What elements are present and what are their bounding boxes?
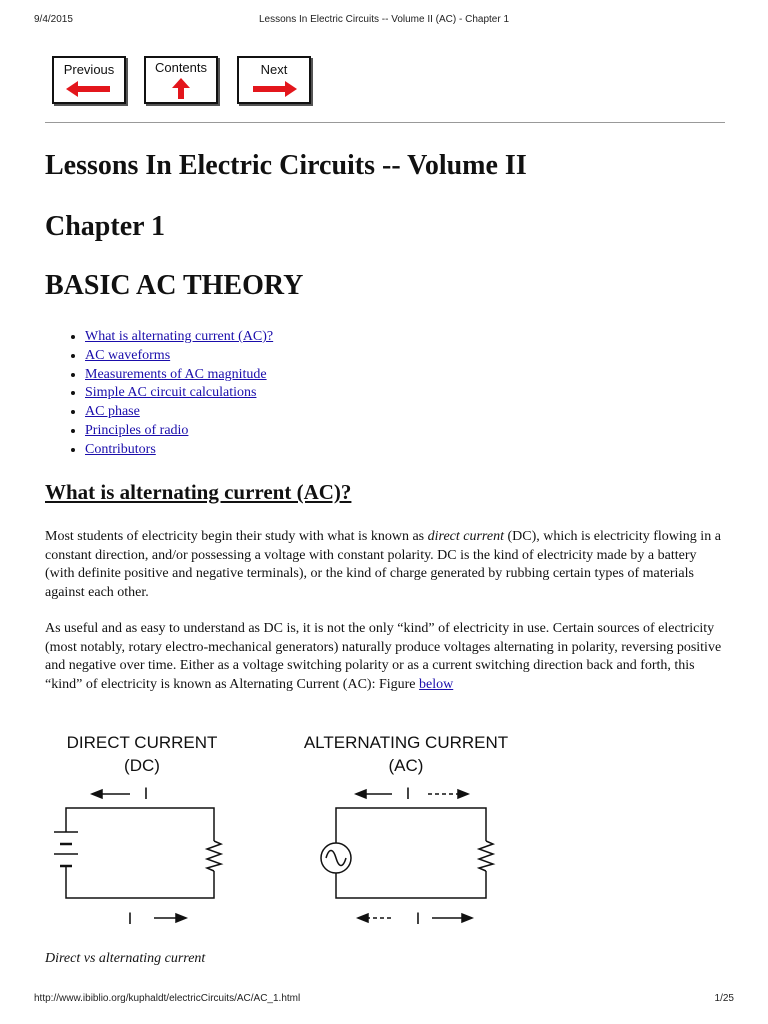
dc-current-arrow-bottom bbox=[154, 914, 186, 922]
toc-item bbox=[85, 366, 273, 385]
table-of-contents bbox=[67, 328, 273, 460]
toc-item bbox=[85, 384, 273, 403]
section-heading: What is alternating current (AC)? bbox=[45, 480, 352, 504]
paragraph-intro-text-2: (DC), which is electricity flowing in a constant direction, and/or possessing a voltage with constant polarity. DC is the kind of electricity made by a battery (with definite positive and negative terminals), or the kind of charge generated by rubbing certain types of materials against each other. bbox=[45, 529, 721, 600]
print-date: 9/4/2015 bbox=[34, 14, 73, 25]
figure-below-link[interactable]: below bbox=[419, 676, 454, 692]
page-number: 1/25 bbox=[714, 993, 734, 1004]
dc-current-label-top: I bbox=[143, 784, 149, 803]
dc-title-line1: DIRECT CURRENT bbox=[66, 733, 218, 752]
next-button[interactable] bbox=[237, 56, 311, 104]
paragraph-ac bbox=[45, 620, 727, 694]
toc-item bbox=[85, 347, 273, 366]
arrow-left-icon bbox=[54, 78, 124, 100]
ac-current-arrow-bottom-right bbox=[432, 914, 472, 922]
print-url: http://www.ibiblio.org/kuphaldt/electricCircuits/AC/AC_1.html bbox=[34, 993, 301, 1004]
dc-circuit bbox=[54, 790, 221, 922]
toc-item bbox=[85, 441, 273, 460]
ac-current-arrow-bottom-left bbox=[358, 914, 392, 922]
toc-link-radio[interactable]: Principles of radio bbox=[85, 422, 189, 438]
arrow-up-icon bbox=[146, 78, 216, 100]
dc-resistor-icon bbox=[207, 841, 221, 871]
dc-current-label-bottom: I bbox=[127, 909, 133, 928]
ac-current-arrow-top-right bbox=[428, 790, 468, 798]
contents-label: Contents bbox=[154, 60, 208, 75]
ac-source-icon bbox=[321, 843, 351, 873]
toc-link-contributors[interactable]: Contributors bbox=[85, 441, 156, 457]
ac-current-label-top: I bbox=[405, 784, 411, 803]
print-title: Lessons In Electric Circuits -- Volume II (AC) - Chapter 1 bbox=[258, 14, 510, 25]
arrow-right-icon bbox=[239, 78, 309, 100]
previous-button[interactable] bbox=[52, 56, 126, 104]
ac-current-arrow-top-left bbox=[356, 790, 392, 798]
ac-circuit bbox=[321, 790, 493, 922]
toc-link-ac-waveforms[interactable]: AC waveforms bbox=[85, 347, 171, 363]
ac-resistor-icon bbox=[479, 841, 493, 871]
toc-item bbox=[85, 403, 273, 422]
paragraph-intro-text: Most students of electricity begin their study with what is known as bbox=[45, 529, 428, 544]
chapter-title: BASIC AC THEORY bbox=[45, 270, 304, 301]
divider bbox=[45, 122, 725, 123]
paragraph-intro-emphasis: direct current bbox=[427, 529, 504, 544]
contents-button[interactable] bbox=[144, 56, 218, 104]
toc-link-ac-magnitude[interactable]: Measurements of AC magnitude bbox=[85, 366, 267, 382]
toc-link-what-is-ac[interactable]: What is alternating current (AC)? bbox=[85, 329, 274, 344]
paragraph-ac-text: As useful and as easy to understand as DC is, it is not the only “kind” of electricity in use. Certain sources of electricity (most notably, rotary electro-mechanical generators) naturally produce voltages alternating in polarity, reversing positive and negative over time. Either as a voltage switching polarity or as a current switching direction back and forth, this “kind” of electricity is known as Alternating Current (AC): Figure bbox=[45, 621, 722, 692]
dc-current-arrow-top bbox=[92, 790, 130, 798]
ac-title-line2: (AC) bbox=[388, 756, 424, 775]
previous-label: Previous bbox=[63, 62, 115, 77]
paragraph-intro bbox=[45, 528, 727, 602]
toc-item bbox=[85, 422, 273, 441]
dc-vs-ac-diagram bbox=[30, 728, 540, 938]
volume-heading: Lessons In Electric Circuits -- Volume II bbox=[45, 150, 527, 181]
figure-caption: Direct vs alternating current bbox=[45, 951, 206, 966]
chapter-heading: Chapter 1 bbox=[45, 211, 166, 242]
toc-link-ac-phase[interactable]: AC phase bbox=[85, 404, 140, 420]
dc-title-line2: (DC) bbox=[124, 756, 160, 775]
ac-title-line1: ALTERNATING CURRENT bbox=[303, 733, 509, 752]
pdf-header bbox=[0, 14, 768, 30]
battery-icon bbox=[54, 832, 78, 870]
toc-link-ac-calculations[interactable]: Simple AC circuit calculations bbox=[85, 385, 257, 401]
toc-item bbox=[85, 328, 273, 347]
ac-current-label-bottom: I bbox=[415, 909, 421, 928]
next-label: Next bbox=[260, 62, 288, 77]
pdf-footer bbox=[0, 993, 768, 1007]
